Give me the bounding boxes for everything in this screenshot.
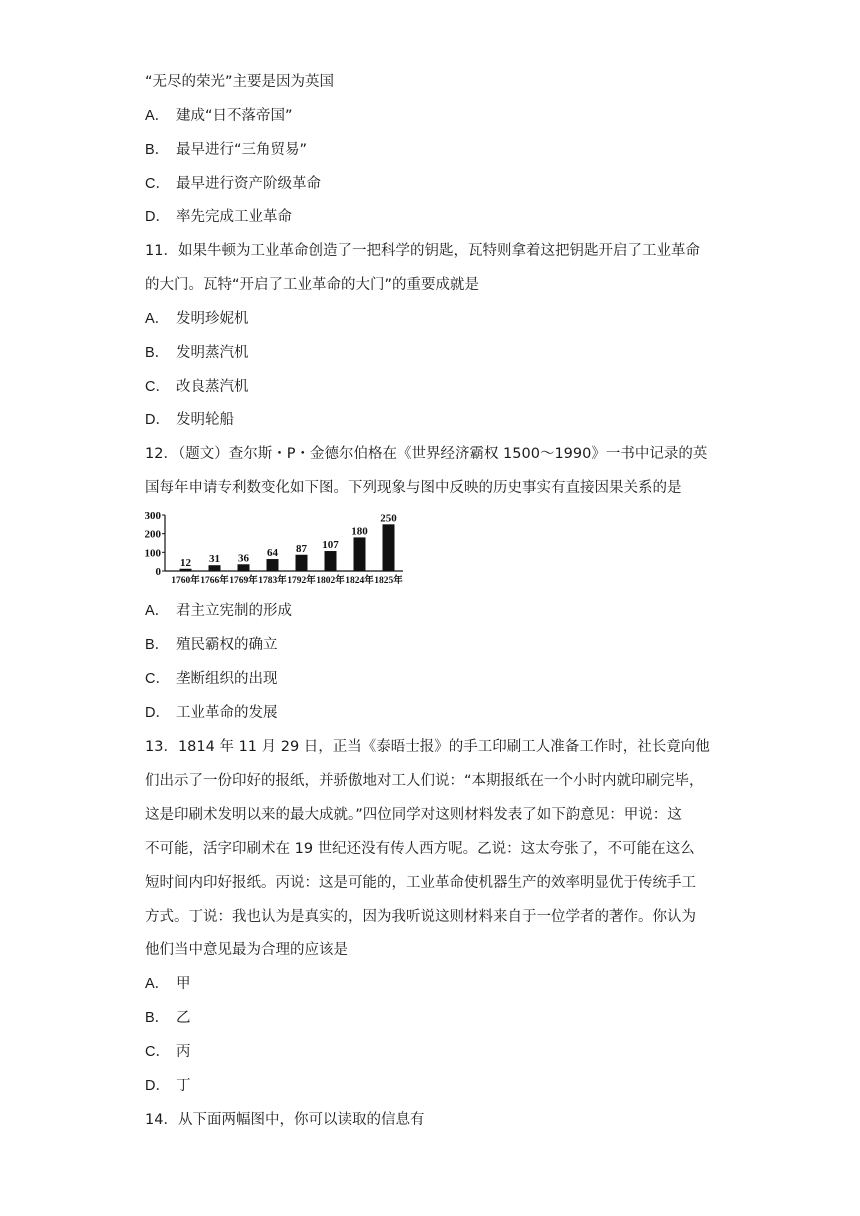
option-letter: C． [145, 1044, 170, 1060]
bar [209, 565, 221, 571]
option-letter: C． [145, 671, 170, 687]
bar [267, 559, 279, 571]
q12-stem-line-1: 12．（题文）查尔斯・P・金德尔伯格在《世界经济霸权 1500～1990》一书中记录的英 [145, 446, 708, 462]
q13-option-c [145, 1042, 191, 1062]
data-label: 250 [380, 512, 397, 525]
q10-option-b [145, 140, 307, 160]
data-label: 36 [238, 552, 249, 565]
option-text: 丁 [176, 1078, 191, 1094]
q13-stem-line-2: 们出示了一份印好的报纸，并骄傲地对工人们说：“本期报纸在一个小时内就印刷完毕， [145, 773, 704, 789]
bar [238, 564, 250, 571]
option-letter: A． [145, 603, 170, 619]
option-text: 最早进行“三角贸易” [176, 142, 308, 158]
data-label: 12 [180, 556, 191, 569]
option-letter: A． [145, 976, 170, 992]
data-label: 31 [209, 553, 220, 566]
q11-option-d [145, 410, 234, 430]
data-label: 107 [322, 539, 339, 552]
option-letter: C． [145, 379, 170, 395]
q12-option-d [145, 703, 278, 723]
option-letter: B． [145, 637, 170, 653]
option-text: 工业革命的发展 [176, 705, 278, 721]
option-letter: A． [145, 311, 170, 327]
q13-stem-line-4: 不可能，活字印刷术在 19 世纪还没有传人西方呢。乙说：这太夸张了，不可能在这么 [145, 841, 695, 857]
option-text: 最早进行资产阶级革命 [176, 176, 321, 192]
option-text: 率先完成工业革命 [176, 209, 292, 225]
q11-option-a [145, 309, 249, 329]
option-text: 乙 [176, 1010, 191, 1026]
option-text: 改良蒸汽机 [176, 379, 249, 395]
option-letter: D． [145, 705, 170, 721]
option-text: 君主立宪制的形成 [176, 603, 292, 619]
q10-option-d [145, 207, 292, 227]
bar [296, 555, 308, 571]
x-tick-label: 1824年 [345, 576, 374, 586]
option-letter: D． [145, 412, 170, 428]
y-tick-label: 0 [155, 566, 161, 578]
bar [383, 524, 395, 571]
q13-option-b [145, 1008, 191, 1028]
q12-option-b [145, 635, 278, 655]
data-label: 180 [351, 525, 368, 538]
x-tick-label: 1769年 [229, 576, 258, 586]
patent-bar-chart [145, 508, 407, 594]
bar [325, 551, 337, 571]
option-letter: D． [145, 1078, 170, 1094]
q12-option-c [145, 669, 278, 689]
q13-stem-line-7: 他们当中意见最为合理的应该是 [145, 942, 348, 958]
q10-option-a [145, 106, 293, 126]
q13-stem-line-1: 13．1814 年 11 月 29 日，正当《泰晤士报》的手工印刷工人准备工作时，社长竟向他 [145, 739, 710, 755]
option-letter: B． [145, 345, 170, 361]
x-tick-label: 1825年 [374, 576, 403, 586]
q13-stem-line-3: 这是印刷术发明以来的最大成就。”四位同学对这则材料发表了如下韵意见：甲说：这 [145, 807, 682, 823]
x-tick-label: 1792年 [287, 576, 316, 586]
option-text: 殖民霸权的确立 [176, 637, 278, 653]
q13-stem-line-6: 方式。丁说：我也认为是真实的，因为我听说这则材料来自于一位学者的著作。你认为 [145, 909, 696, 925]
q11-option-c [145, 377, 249, 397]
option-letter: C． [145, 176, 170, 192]
q13-option-a [145, 974, 191, 994]
option-text: 发明蒸汽机 [176, 345, 249, 361]
option-text: 丙 [176, 1044, 191, 1060]
q10-stem-tail: “无尽的荣光”主要是因为英国 [145, 74, 335, 90]
x-tick-label: 1766年 [200, 576, 229, 586]
option-letter: B． [145, 142, 170, 158]
option-text: 垄断组织的出现 [176, 671, 278, 687]
x-tick-label: 1783年 [258, 576, 287, 586]
option-text: 发明轮船 [176, 412, 234, 428]
q11-stem-line-2: 的大门。瓦特“开启了工业革命的大门”的重要成就是 [145, 277, 480, 293]
q11-option-b [145, 343, 249, 363]
bar [180, 569, 192, 571]
q13-option-d [145, 1076, 191, 1096]
option-text: 发明珍妮机 [176, 311, 249, 327]
x-tick-label: 1802年 [316, 576, 345, 586]
q10-option-c [145, 174, 321, 194]
q11-stem-line-1: 11．如果牛顿为工业革命创造了一把科学的钥匙，瓦特则拿着这把钥匙开启了工业革命 [145, 243, 700, 259]
y-tick-label: 100 [145, 547, 161, 560]
option-text: 甲 [176, 976, 191, 992]
option-letter: D． [145, 209, 170, 225]
q12-option-a [145, 601, 292, 621]
y-tick-label: 300 [145, 510, 161, 522]
option-letter: A． [145, 108, 170, 124]
data-label: 64 [267, 547, 278, 560]
chart-canvas [145, 508, 407, 590]
data-label: 87 [296, 542, 307, 555]
x-tick-label: 1760年 [171, 576, 200, 586]
q14-stem-line-1: 14．从下面两幅图中，你可以读取的信息有 [145, 1112, 425, 1128]
q12-stem-line-2: 国每年申请专利数变化如下图。下列现象与图中反映的历史事实有直接因果关系的是 [145, 480, 682, 496]
option-letter: B． [145, 1010, 170, 1026]
q13-stem-line-5: 短时间内印好报纸。丙说：这是可能的，工业革命使机器生产的效率明显优于传统手工 [145, 875, 696, 891]
y-tick-label: 200 [145, 528, 161, 541]
bar [354, 537, 366, 571]
option-text: 建成“日不落帝国” [176, 108, 293, 124]
